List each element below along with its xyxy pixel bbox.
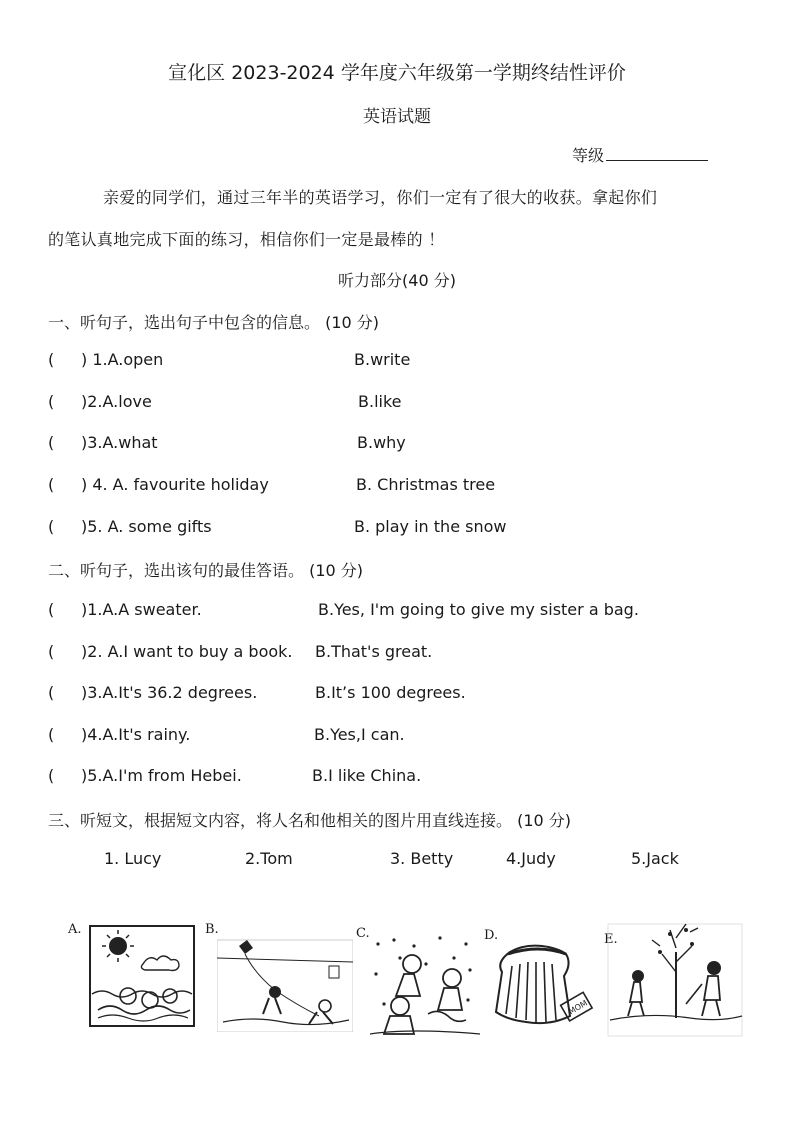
kite-flying-picture-icon: [217, 936, 353, 1032]
s2-question-4: [48, 725, 748, 747]
grade-blank[interactable]: [606, 146, 708, 161]
option-a: )2.A.love: [81, 392, 152, 411]
s1-question-1: [48, 350, 748, 372]
answer-blank[interactable]: (: [48, 350, 55, 369]
s1-question-4: [48, 475, 748, 497]
option-b: B.write: [354, 350, 411, 369]
answer-blank[interactable]: (: [48, 725, 55, 744]
option-b: B. play in the snow: [354, 517, 507, 536]
sweater-gift-picture-icon: [488, 944, 594, 1038]
picture-d-letter: D.: [484, 928, 499, 943]
s2-question-2: [48, 642, 748, 664]
option-a: )3.A.what: [81, 433, 158, 452]
option-a: )4.A.It's rainy.: [81, 725, 191, 744]
picture-e[interactable]: [600, 922, 746, 1040]
beach-sun-picture-icon: [88, 924, 196, 1028]
grade-field[interactable]: [572, 143, 708, 166]
intro-line-2: 的笔认真地完成下面的练习，相信你们一定是最棒的 ！: [48, 230, 445, 249]
section-1-title: 一、听句子，选出句子中包含的信息。 (10 分): [48, 313, 380, 332]
name-list: [0, 849, 794, 871]
answer-blank[interactable]: (: [48, 766, 55, 785]
s1-question-2: [48, 392, 748, 414]
answer-blank[interactable]: (: [48, 600, 55, 619]
svg-text:MOM: MOM: [567, 998, 589, 1017]
name-lucy[interactable]: 1. Lucy: [104, 849, 162, 868]
name-tom[interactable]: 2.Tom: [245, 849, 293, 868]
exam-subtitle: 英语试题: [363, 107, 431, 127]
s1-question-3: [48, 433, 748, 455]
picture-b-letter: B.: [205, 922, 219, 937]
picture-a-letter: A.: [68, 922, 82, 937]
option-a: ) 1.A.open: [81, 350, 164, 369]
option-a: )3.A.It's 36.2 degrees.: [81, 683, 258, 702]
name-betty[interactable]: 3. Betty: [390, 849, 454, 868]
name-jack[interactable]: 5.Jack: [631, 849, 679, 868]
option-a: )5. A. some gifts: [81, 517, 212, 536]
answer-blank[interactable]: (: [48, 475, 55, 494]
section-2-title: 二、听句子，选出该句的最佳答语。 (10 分): [48, 561, 364, 580]
option-b: B.why: [357, 433, 406, 452]
s2-question-1: [48, 600, 748, 622]
listening-title: 听力部分(40 分): [338, 271, 456, 290]
option-a: )1.A.A sweater.: [81, 600, 202, 619]
picture-b[interactable]: [203, 922, 355, 1040]
section-3-title: 三、听短文，根据短文内容，将人名和他相关的图片用直线连接。 (10 分): [48, 811, 572, 830]
option-b: B.Yes, I'm going to give my sister a bag.: [318, 600, 639, 619]
answer-blank[interactable]: (: [48, 517, 55, 536]
picture-c[interactable]: [356, 922, 480, 1040]
picture-a[interactable]: [66, 922, 198, 1040]
option-b: B.I like China.: [312, 766, 422, 785]
option-b: B. Christmas tree: [356, 475, 496, 494]
answer-blank[interactable]: (: [48, 642, 55, 661]
answer-blank[interactable]: (: [48, 683, 55, 702]
intro-line-1: 亲爱的同学们，通过三年半的英语学习，你们一定有了很大的收获。拿起你们: [103, 188, 658, 207]
s1-question-5: [48, 517, 748, 539]
answer-blank[interactable]: (: [48, 433, 55, 452]
tree-planting-picture-icon: [606, 922, 744, 1038]
option-b: B.like: [358, 392, 402, 411]
option-b: B.That's great.: [315, 642, 433, 661]
exam-title: 宣化区 2023-2024 学年度六年级第一学期终结性评价: [168, 62, 626, 84]
name-judy[interactable]: 4.Judy: [506, 849, 556, 868]
option-a: )2. A.I want to buy a book.: [81, 642, 293, 661]
picture-d[interactable]: [484, 922, 596, 1040]
s2-question-5: [48, 766, 748, 788]
grade-label: 等级: [572, 146, 605, 165]
picture-c-letter: C.: [356, 926, 370, 941]
option-a: )5.A.I'm from Hebei.: [81, 766, 242, 785]
snowball-fight-picture-icon: [370, 934, 480, 1038]
s2-question-3: [48, 683, 748, 705]
answer-blank[interactable]: (: [48, 392, 55, 411]
picture-e-letter: E.: [604, 932, 618, 947]
option-b: B.Yes,I can.: [314, 725, 405, 744]
option-a: ) 4. A. favourite holiday: [81, 475, 269, 494]
option-b: B.It’s 100 degrees.: [315, 683, 466, 702]
